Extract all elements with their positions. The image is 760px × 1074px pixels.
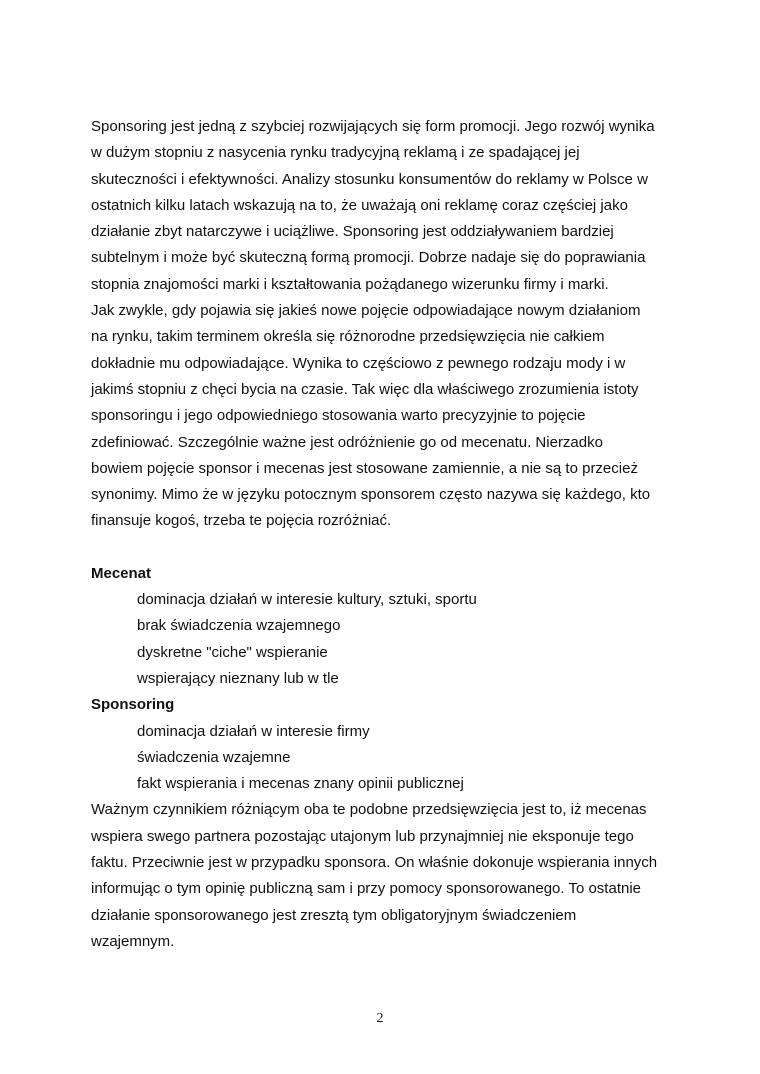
closing-paragraph [91,797,681,955]
closing-line: Ważnym czynnikiem różniącym oba te podobne przedsięwzięcia jest to, iż mecenas [91,801,647,819]
intro-line: stopnia znajomości marki i kształtowania pożądanego wizerunku firmy i marki. [91,275,609,293]
list-item-text: dyskretne "ciche" wspieranie [137,643,328,661]
mecenat-list [91,587,681,692]
list-item-text: fakt wspierania i mecenas znany opinii publicznej [137,775,464,793]
intro-line: sponsoringu i jego odpowiedniego stosowania warto precyzyjnie to pojęcie [91,407,586,425]
page-number: 2 [376,1011,384,1026]
sponsoring-heading: Sponsoring [91,696,175,714]
list-item [91,613,681,639]
body-text [91,114,681,955]
intro-line: w dużym stopniu z nasycenia rynku tradycyjną reklamą i ze spadającej jej [91,144,580,162]
intro-line: Jak zwykle, gdy pojawia się jakieś nowe pojęcie odpowiadające nowym działaniom [91,302,641,320]
list-item [91,666,681,692]
sponsoring-list [91,719,681,798]
intro-line: bowiem pojęcie sponsor i mecenas jest stosowane zamiennie, a nie są to przecież [91,459,638,477]
list-item-text: wspierający nieznany lub w tle [137,669,339,687]
list-item-text: dominacja działań w interesie kultury, sztuki, sportu [137,591,477,609]
list-item [91,587,681,613]
intro-line: synonimy. Mimo że w języku potocznym sponsorem często nazywa się każdego, kto [91,486,651,504]
intro-line: zdefiniować. Szczególnie ważne jest odróżnienie go od mecenatu. Nierzadko [91,433,603,451]
list-item-text: brak świadczenia wzajemnego [137,617,341,635]
mecenat-heading: Mecenat [91,564,152,582]
intro-line: na rynku, takim terminem określa się różnorodne przedsięwzięcia nie całkiem [91,328,605,346]
closing-line: działanie sponsorowanego jest zresztą tym obligatoryjnym świadczeniem [91,906,577,924]
intro-line: subtelnym i może być skuteczną formą promocji. Dobrze nadaje się do poprawiania [91,249,646,267]
closing-line: wzajemnym. [91,932,175,950]
paragraph-gap [91,535,681,561]
intro-line: jakimś stopniu z chęci bycia na czasie. Tak więc dla właściwego zrozumienia istoty [91,380,639,398]
closing-line: informując o tym opinię publiczną sam i przy pomocy sponsorowanego. To ostatnie [91,880,642,898]
closing-line: faktu. Przeciwnie jest w przypadku sponsora. On właśnie dokonuje wspierania innych [91,854,658,872]
list-item [91,719,681,745]
intro-line: ostatnich kilku latach wskazują na to, że uważają oni reklamę coraz częściej jako [91,196,628,214]
intro-line: finansuje kogoś, trzeba te pojęcia rozróżniać. [91,512,392,530]
intro-line: działanie zbyt natarczywe i uciążliwe. Sponsoring jest oddziaływaniem bardziej [91,223,614,241]
intro-line: skuteczności i efektywności. Analizy stosunku konsumentów do reklamy w Polsce w [91,170,648,188]
intro-line: Sponsoring jest jedną z szybciej rozwijających się form promocji. Jego rozwój wynika [91,118,655,135]
list-item-text: dominacja działań w interesie firmy [137,722,370,740]
list-item [91,745,681,771]
intro-paragraph [91,114,681,535]
list-item [91,771,681,797]
list-item [91,640,681,666]
list-item-text: świadczenia wzajemne [137,748,291,766]
closing-line: wspiera swego partnera pozostając utajonym lub przynajmniej nie eksponuje tego [91,827,634,845]
intro-line: dokładnie mu odpowiadające. Wynika to częściowo z pewnego rodzaju mody i w [91,354,626,372]
